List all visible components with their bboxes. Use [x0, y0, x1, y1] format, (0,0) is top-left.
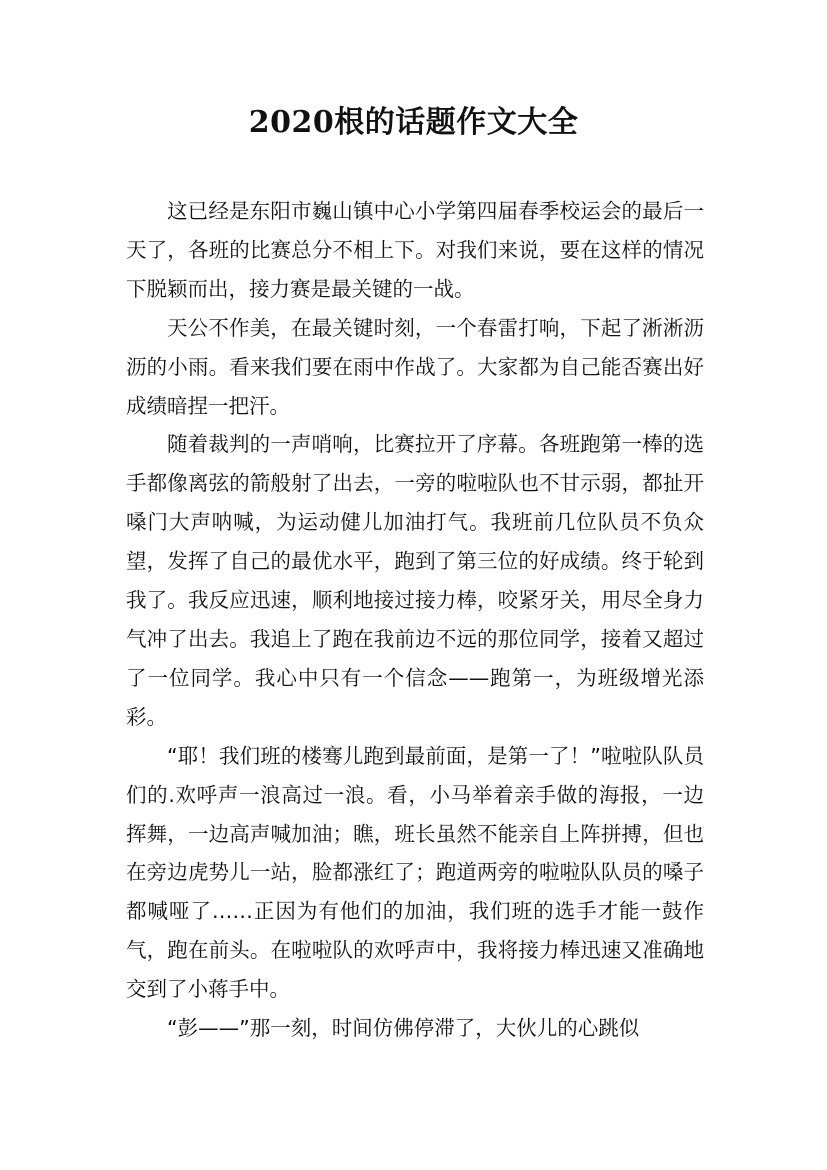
- paragraph-5: “彭——”那一刻，时间仿佛停滞了，大伙儿的心跳似: [167, 1016, 640, 1041]
- paragraph-1: 这已经是东阳市巍山镇中心小学第四届春季校运会的最后一天了，各班的比赛总分不相上下。对我们来说，要在这样的情况下脱颖而出，接力赛是最关键的一战。: [126, 199, 704, 301]
- document-title: 2020根的话题作文大全: [248, 105, 579, 140]
- paragraph-3: 随着裁判的一声哨响，比赛拉开了序幕。各班跑第一棒的选手都像离弦的箭般射了出去，一旁的啦啦队也不甘示弱，都扯开嗓门大声呐喊，为运动健儿加油打气。我班前几位队员不负众望，发挥了自己的最优水平，跑到了第三位的好成绩。终于轮到我了。我反应迅速，顺利地接过接力棒，咬紧牙关，用尽全身力气冲了出去。我追上了跑在我前边不远的那位同学，接着又超过了一位同学。我心中只有一个信念——跑第一，为班级增光添彩。: [126, 432, 704, 729]
- document-body: [126, 192, 704, 1048]
- paragraph-4: “耶！我们班的楼骞儿跑到最前面，是第一了！”啦啦队队员们的.欢呼声一浪高过一浪。看，小马举着亲手做的海报，一边挥舞，一边高声喊加油；瞧，班长虽然不能亲自上阵拼搏，但也在旁边虎势儿一站，脸都涨红了；跑道两旁的啦啦队队员的嗓子都喊哑了……正因为有他们的加油，我们班的选手才能一鼓作气，跑在前头。在啦啦队的欢呼声中，我将接力棒迅速又准确地交到了小蒋手中。: [126, 743, 704, 1002]
- paragraph-2: 天公不作美，在最关键时刻，一个春雷打响，下起了淅淅沥沥的小雨。看来我们要在雨中作战了。大家都为自己能否赛出好成绩暗捏一把汗。: [126, 315, 704, 418]
